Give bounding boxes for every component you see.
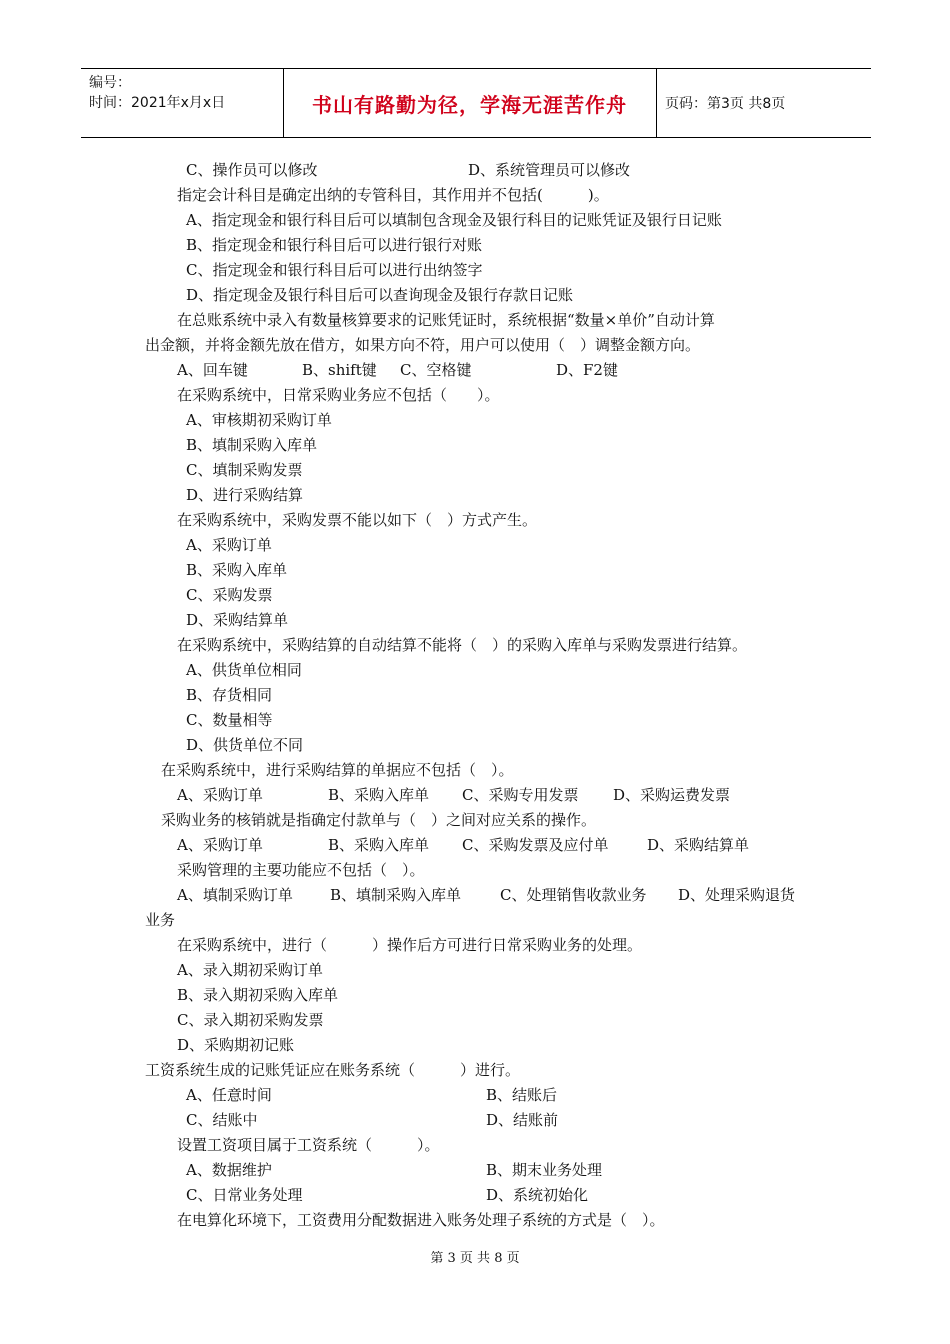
question-line: 在电算化环境下，工资费用分配数据进入账务处理子系统的方式是（ ）。 bbox=[177, 1211, 665, 1229]
option-line: C、日常业务处理 bbox=[186, 1186, 303, 1204]
question-line: 工资系统生成的记账凭证应在账务系统（ ）进行。 bbox=[145, 1061, 521, 1079]
option-line: B、结账后 bbox=[486, 1086, 558, 1104]
option-line: B、指定现金和银行科目后可以进行银行对账 bbox=[186, 236, 483, 254]
question-line: 设置工资项目属于工资系统（ ）。 bbox=[177, 1136, 440, 1154]
question-line: 采购管理的主要功能应不包括（ ）。 bbox=[177, 861, 425, 879]
question-line: 出金额，并将金额先放在借方，如果方向不符，用户可以使用（ ）调整金额方向。 bbox=[145, 336, 701, 354]
option-line: A、供货单位相同 bbox=[186, 661, 302, 679]
option-line: D、F2键 bbox=[556, 361, 618, 379]
option-line: 业务 bbox=[145, 911, 176, 929]
option-line: A、采购订单 bbox=[186, 536, 272, 554]
question-line: 在采购系统中，进行采购结算的单据应不包括（ ）。 bbox=[161, 761, 514, 779]
question-line: 在总账系统中录入有数量核算要求的记账凭证时，系统根据“数量×单价”自动计算 bbox=[177, 311, 715, 329]
question-line: 指定会计科目是确定出纳的专管科目，其作用并不包括( )。 bbox=[177, 186, 609, 204]
option-line: C、填制采购发票 bbox=[186, 461, 303, 479]
option-line: D、结账前 bbox=[486, 1111, 559, 1129]
option-line: D、指定现金及银行科目后可以查询现金及银行存款日记账 bbox=[186, 286, 574, 304]
option-line: B、填制采购入库单 bbox=[186, 436, 318, 454]
option-line: C、采购专用发票 bbox=[462, 786, 579, 804]
option-line: C、处理销售收款业务 bbox=[500, 886, 647, 904]
option-line: A、录入期初采购订单 bbox=[177, 961, 323, 979]
option-line: D、采购结算单 bbox=[186, 611, 289, 629]
option-line: C、采购发票及应付单 bbox=[462, 836, 609, 854]
option-line: A、指定现金和银行科目后可以填制包含现金及银行科目的记账凭证及银行日记账 bbox=[186, 211, 722, 229]
question-line: 在采购系统中，日常采购业务应不包括（ ）。 bbox=[177, 386, 500, 404]
option-line: D、系统初始化 bbox=[486, 1186, 589, 1204]
option-line: C、数量相等 bbox=[186, 711, 273, 729]
number-label: 编号： bbox=[89, 75, 131, 91]
option-line: B、采购入库单 bbox=[186, 561, 288, 579]
question-line: 在采购系统中，采购结算的自动结算不能将（ ）的采购入库单与采购发票进行结算。 bbox=[177, 636, 748, 654]
option-line: B、采购入库单 bbox=[328, 836, 430, 854]
option-line: C、录入期初采购发票 bbox=[177, 1011, 324, 1029]
option-line: B、录入期初采购入库单 bbox=[177, 986, 339, 1004]
page-footer: 第 3 页 共 8 页 bbox=[430, 1251, 520, 1266]
option-line: B、shift键 bbox=[302, 361, 377, 379]
option-line: A、填制采购订单 bbox=[177, 886, 293, 904]
option-line: A、任意时间 bbox=[186, 1086, 272, 1104]
page-header bbox=[81, 68, 871, 138]
option-line: C、空格键 bbox=[400, 361, 472, 379]
time-label: 时间：2021年x月x日 bbox=[89, 95, 226, 111]
question-line: 在采购系统中，采购发票不能以如下（ ）方式产生。 bbox=[177, 511, 538, 529]
header-divider bbox=[656, 69, 657, 137]
header-meta bbox=[89, 73, 225, 113]
option-line: D、系统管理员可以修改 bbox=[468, 161, 631, 179]
option-line: A、采购订单 bbox=[177, 836, 263, 854]
option-line: D、处理采购退货 bbox=[678, 886, 796, 904]
option-line: C、采购发票 bbox=[186, 586, 273, 604]
option-line: A、审核期初采购订单 bbox=[186, 411, 332, 429]
option-line: C、操作员可以修改 bbox=[186, 161, 318, 179]
question-line: 在采购系统中，进行（ ）操作后方可进行日常采购业务的处理。 bbox=[177, 936, 643, 954]
option-line: D、供货单位不同 bbox=[186, 736, 304, 754]
option-line: C、结账中 bbox=[186, 1111, 258, 1129]
header-motto: 书山有路勤为径，学海无涯苦作舟 bbox=[312, 92, 627, 117]
option-line: A、数据维护 bbox=[186, 1161, 272, 1179]
option-line: A、回车键 bbox=[177, 361, 248, 379]
header-page-info: 页码：第3页 共8页 bbox=[665, 96, 786, 112]
option-line: D、进行采购结算 bbox=[186, 486, 304, 504]
option-line: B、存货相同 bbox=[186, 686, 273, 704]
option-line: D、采购结算单 bbox=[647, 836, 750, 854]
option-line: C、指定现金和银行科目后可以进行出纳签字 bbox=[186, 261, 483, 279]
option-line: A、采购订单 bbox=[177, 786, 263, 804]
option-line: D、采购期初记账 bbox=[177, 1036, 295, 1054]
option-line: D、采购运费发票 bbox=[613, 786, 731, 804]
option-line: B、期末业务处理 bbox=[486, 1161, 603, 1179]
question-line: 采购业务的核销就是指确定付款单与（ ）之间对应关系的操作。 bbox=[161, 811, 597, 829]
option-line: B、采购入库单 bbox=[328, 786, 430, 804]
option-line: B、填制采购入库单 bbox=[330, 886, 462, 904]
